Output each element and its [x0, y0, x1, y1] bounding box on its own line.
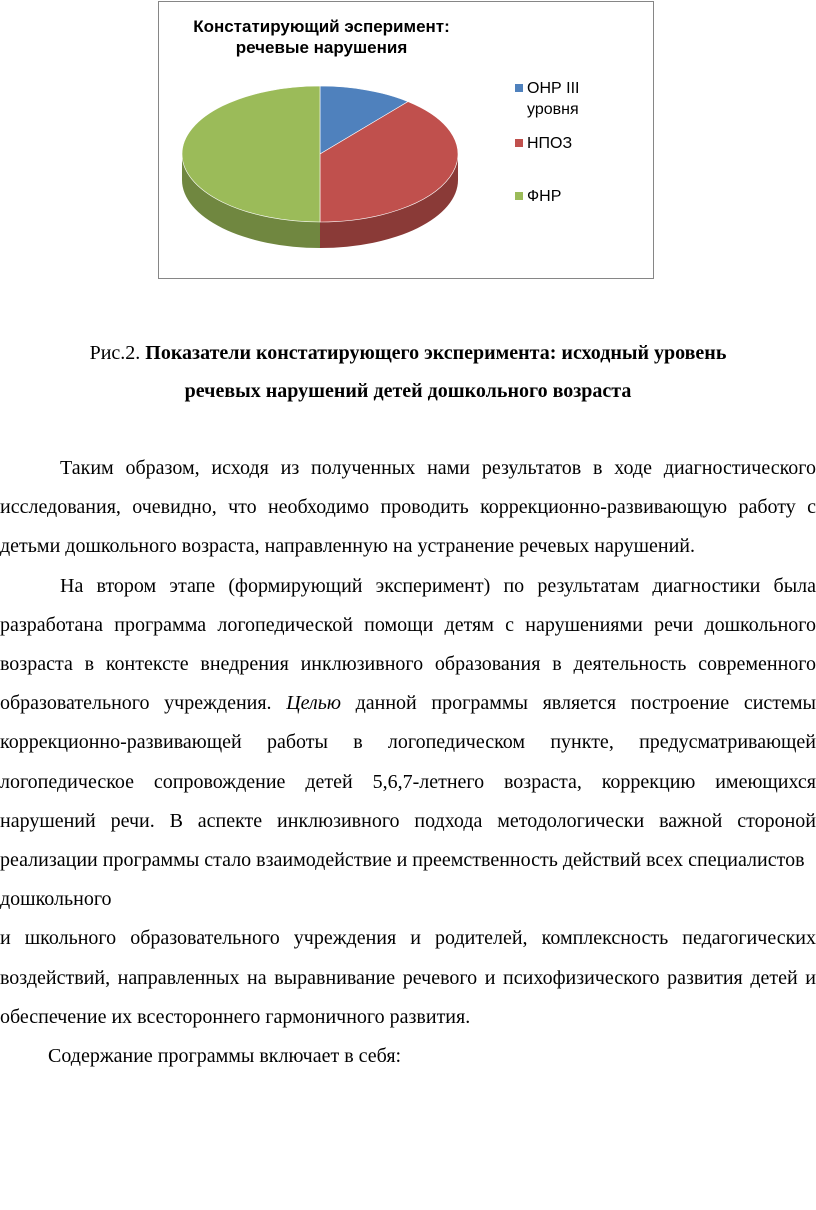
caption-prefix: Рис.2.: [89, 342, 146, 364]
paragraph-4: Содержание программы включает в себя:: [48, 1045, 402, 1068]
paragraph-3: и школьного образовательного учреждения и родителей, комплексность педагогических воздействий, направленных на выравнивание речевого и психофизического развития детей и обеспечение их всестороннего гармоничного развития.: [0, 927, 816, 1028]
italic-goal-word: Целью: [286, 692, 341, 715]
pie-chart: [158, 1, 654, 279]
legend-swatch-npoz: [515, 139, 523, 147]
chart-title: [159, 16, 484, 58]
paragraph-2-break-line: дошкольного: [0, 888, 112, 911]
legend-entry-fnr: [515, 186, 561, 207]
body-text: [0, 449, 816, 1076]
paragraph-2: На втором этапе (формирующий эксперимент) по результатам диагностики была разработана программа логопедической помощи детям с нарушениями речи дошкольного возраста в контексте внедрения инклюзивного образования в деятельность современного образовательного учреждения. Целью данной программы является построение системы коррекционно-развивающей работы в логопедическом пункте, предусматривающей логопедическое сопровождение детей 5,6,7-летнего возраста, коррекцию имеющихся нарушений речи. В аспекте инклюзивного подхода методологически важной стороной реализации программы стало взаимодействие и преемственность действий всех специалистов: [0, 574, 816, 872]
caption-title-line-1: Показатели констатирующего эксперимента: исходный уровень: [145, 342, 727, 364]
legend-swatch-fnr: [515, 192, 523, 200]
legend-label-fnr: ФНР: [527, 188, 562, 205]
legend-entry-onr: [515, 78, 579, 120]
legend-label-onr-line-2: уровня: [527, 101, 579, 118]
caption-line-1: [0, 334, 816, 372]
caption-title-line-2: речевых нарушений детей дошкольного возраста: [184, 380, 632, 402]
legend-label-onr-line-1: ОНР III: [527, 80, 580, 97]
chart-title-line-2: речевые нарушения: [235, 38, 408, 57]
legend-entry-npoz: [515, 133, 572, 154]
legend-swatch-onr: [515, 84, 523, 92]
figure-caption: [0, 334, 816, 410]
chart-title-line-1: Констатирующий эсперимент:: [193, 17, 450, 36]
paragraph-1: Таким образом, исходя из полученных нами результатов в ходе диагностического исследования, очевидно, что необходимо проводить коррекционно-развивающую работу с детьми дошкольного возраста, направленную на устранение речевых нарушений.: [0, 457, 816, 558]
legend-label-npoz: НПОЗ: [527, 135, 573, 152]
caption-line-2: [0, 372, 816, 410]
